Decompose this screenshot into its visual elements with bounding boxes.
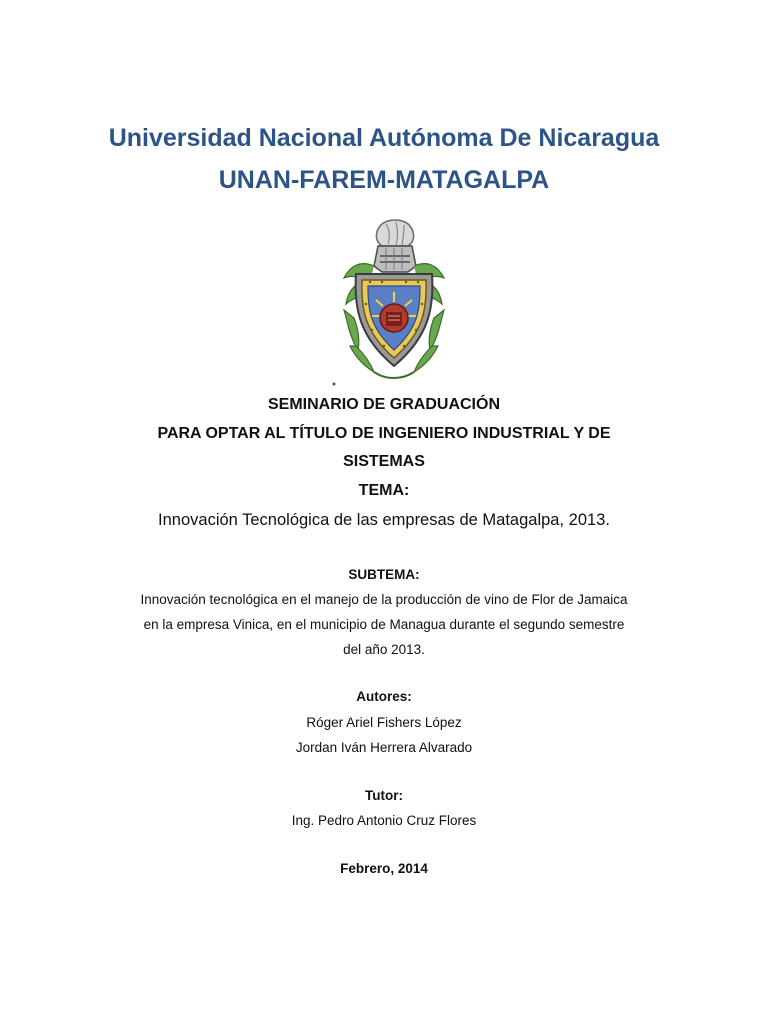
university-seal-icon xyxy=(330,216,458,388)
document-date: Febrero, 2014 xyxy=(340,861,428,876)
tema-text: Innovación Tecnológica de las empresas de Matagalpa, 2013. xyxy=(158,511,610,529)
tutor-label: Tutor: xyxy=(365,788,403,803)
tutor-name: Ing. Pedro Antonio Cruz Flores xyxy=(291,813,477,828)
author-name-2: Jordan Iván Herrera Alvarado xyxy=(295,740,473,755)
subtema-line-1: Innovación tecnológica en el manejo de la producción de vino de Flor de Jamaica xyxy=(140,592,628,607)
autores-label: Autores: xyxy=(356,689,412,704)
seminar-title: SEMINARIO DE GRADUACIÓN xyxy=(267,396,500,413)
subtema-label: SUBTEMA: xyxy=(348,567,420,582)
subtema-line-2: en la empresa Vinica, en el municipio de Managua durante el segundo semestre xyxy=(143,617,625,632)
purpose-line-1: PARA OPTAR AL TÍTULO DE INGENIERO INDUSTRIAL Y DE xyxy=(157,425,611,442)
purpose-line-2: SISTEMAS xyxy=(343,453,425,470)
university-title: Universidad Nacional Autónoma De Nicaragua xyxy=(108,124,660,152)
tema-label: TEMA: xyxy=(358,482,410,499)
campus-title: UNAN-FAREM-MATAGALPA xyxy=(218,166,550,194)
subtema-line-3: del año 2013. xyxy=(343,642,425,657)
author-name-1: Róger Ariel Fishers López xyxy=(306,715,462,730)
